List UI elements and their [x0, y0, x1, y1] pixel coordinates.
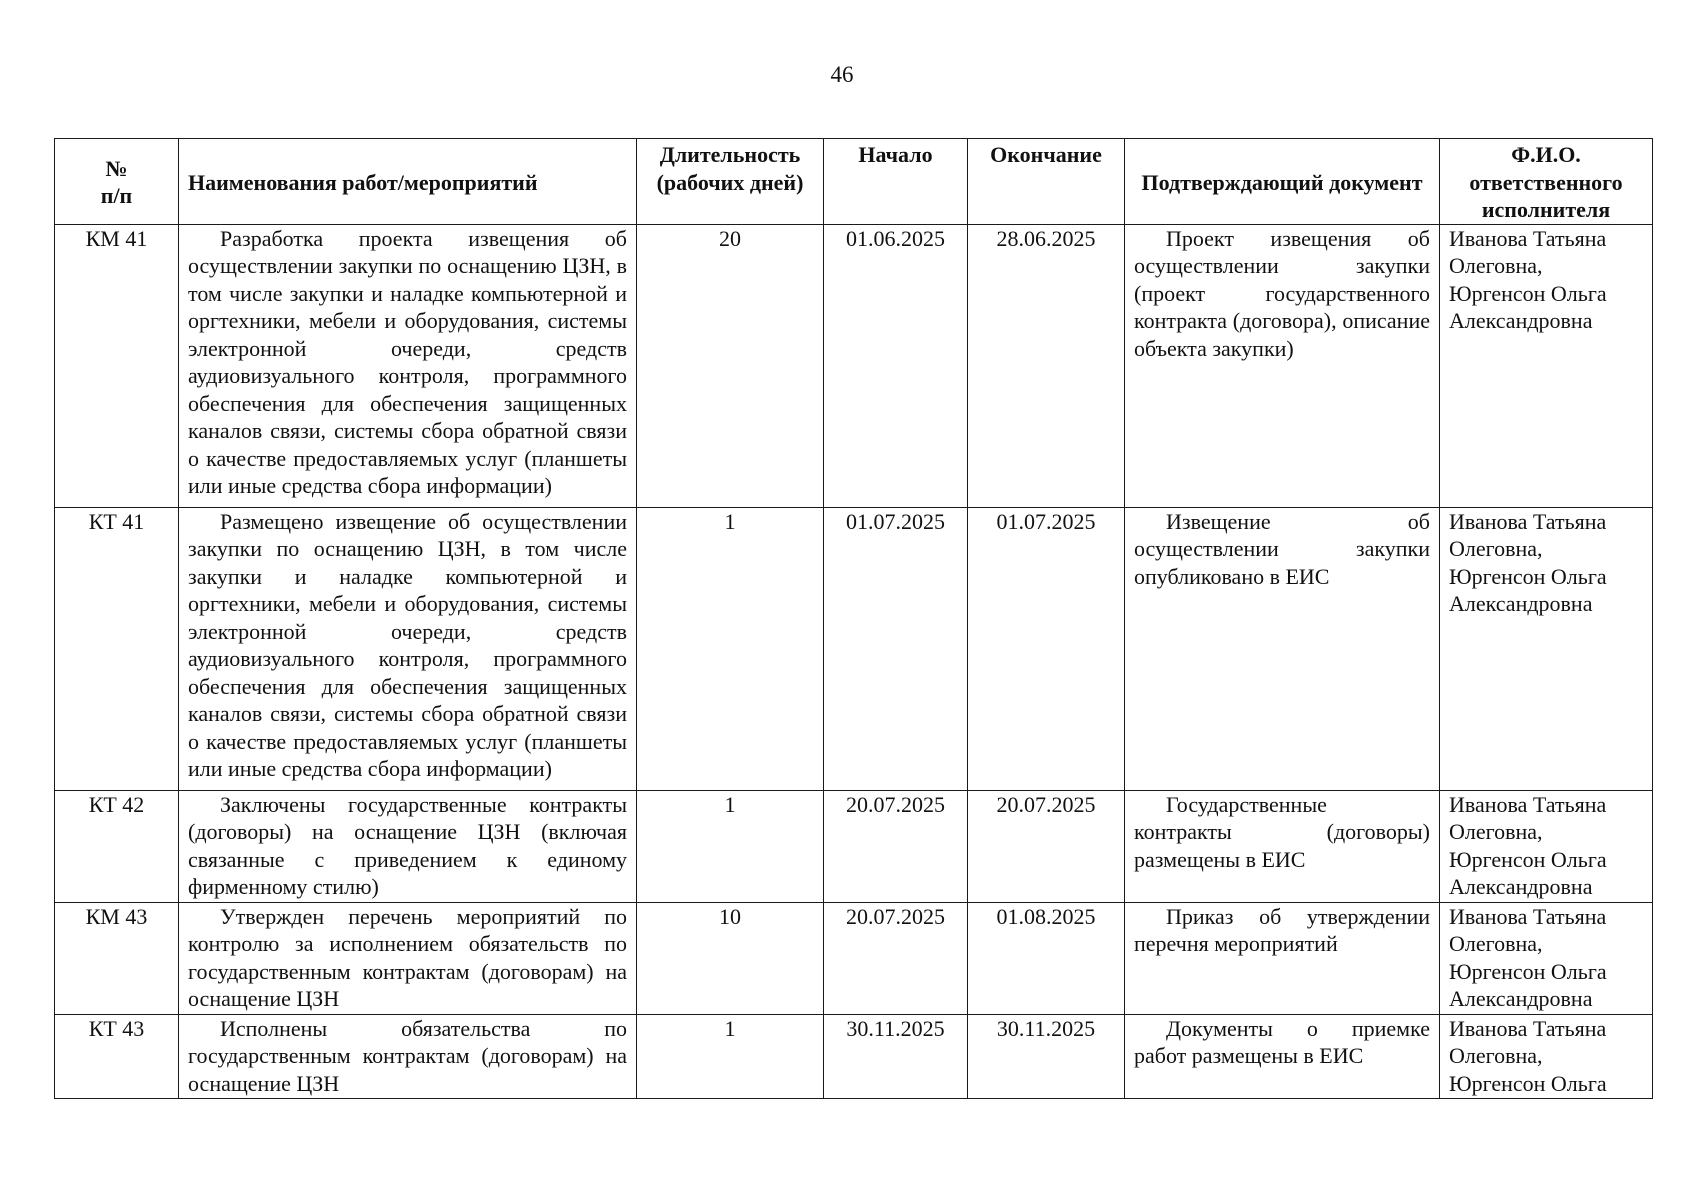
row-document: Извещение об осуществлении закупки опубликовано в ЕИС [1125, 507, 1440, 790]
header-duration: Длительность (рабочих дней) [637, 139, 824, 225]
row-start: 01.06.2025 [824, 224, 968, 507]
row-responsible: Иванова Татьяна Олеговна, Юргенсон Ольга Александровна [1440, 790, 1653, 902]
header-number-cell [55, 139, 179, 225]
row-name: Утвержден перечень мероприятий по контролю за исполнением обязательств по государственным контрактам (договорам) на оснащение ЦЗН [179, 902, 637, 1014]
row-document: Государственные контракты (договоры) размещены в ЕИС [1125, 790, 1440, 902]
row-duration: 20 [637, 224, 824, 507]
row-responsible: Иванова Татьяна Олеговна, Юргенсон Ольга Александровна [1440, 507, 1653, 790]
row-number: КМ 43 [55, 902, 179, 1014]
table-row [55, 1014, 1653, 1098]
header-start: Начало [824, 139, 968, 225]
row-start: 01.07.2025 [824, 507, 968, 790]
table-row [55, 790, 1653, 902]
row-end: 01.08.2025 [968, 902, 1125, 1014]
header-responsible: Ф.И.О. ответственного исполнителя [1440, 139, 1653, 225]
row-start: 30.11.2025 [824, 1014, 968, 1098]
header-number-sign: № [105, 155, 128, 181]
row-document: Документы о приемке работ размещены в ЕИС [1125, 1014, 1440, 1098]
row-number: КТ 43 [55, 1014, 179, 1098]
row-start: 20.07.2025 [824, 902, 968, 1014]
work-schedule-table [54, 138, 1653, 1099]
row-responsible: Иванова Татьяна Олеговна, Юргенсон Ольга [1440, 1014, 1653, 1098]
row-end: 20.07.2025 [968, 790, 1125, 902]
row-end: 01.07.2025 [968, 507, 1125, 790]
row-start: 20.07.2025 [824, 790, 968, 902]
header-document: Подтверждающий документ [1125, 139, 1440, 225]
table-row [55, 507, 1653, 790]
row-number: КТ 42 [55, 790, 179, 902]
row-duration: 10 [637, 902, 824, 1014]
row-duration: 1 [637, 790, 824, 902]
row-end: 28.06.2025 [968, 224, 1125, 507]
row-document: Проект извещения об осуществлении закупки (проект государственного контракта (договора), описание объекта закупки) [1125, 224, 1440, 507]
row-duration: 1 [637, 507, 824, 790]
row-responsible: Иванова Татьяна Олеговна, Юргенсон Ольга Александровна [1440, 902, 1653, 1014]
table-header-row [55, 139, 1653, 225]
header-name: Наименования работ/мероприятий [179, 139, 637, 225]
row-name: Разработка проекта извещения об осуществлении закупки по оснащению ЦЗН, в том числе закупки и наладке компьютерной и оргтехники, мебели и оборудования, системы электронной очереди, средств аудиовизуального контроля, программного обеспечения для обеспечения защищенных каналов связи, системы сбора обратной связи о качестве предоставляемых услуг (планшеты или иные средства сбора информации) [179, 224, 637, 507]
row-end: 30.11.2025 [968, 1014, 1125, 1098]
row-number: КМ 41 [55, 224, 179, 507]
row-name: Заключены государственные контракты (договоры) на оснащение ЦЗН (включая связанные с приведением к единому фирменному стилю) [179, 790, 637, 902]
row-document: Приказ об утверждении перечня мероприятий [1125, 902, 1440, 1014]
row-name: Размещено извещение об осуществлении закупки по оснащению ЦЗН, в том числе закупки и наладке компьютерной и оргтехники, мебели и оборудования, системы электронной очереди, средств аудиовизуального контроля, программного обеспечения для обеспечения защищенных каналов связи, системы сбора обратной связи о качестве предоставляемых услуг (планшеты или иные средства сбора информации) [179, 507, 637, 790]
header-end: Окончание [968, 139, 1125, 225]
page-number: 46 [830, 62, 854, 87]
table-row [55, 902, 1653, 1014]
row-number: КТ 41 [55, 507, 179, 790]
header-number-label: п/п [100, 183, 133, 209]
row-duration: 1 [637, 1014, 824, 1098]
row-responsible: Иванова Татьяна Олеговна, Юргенсон Ольга Александровна [1440, 224, 1653, 507]
table-row [55, 224, 1653, 507]
row-name: Исполнены обязательства по государственным контрактам (договорам) на оснащение ЦЗН [179, 1014, 637, 1098]
